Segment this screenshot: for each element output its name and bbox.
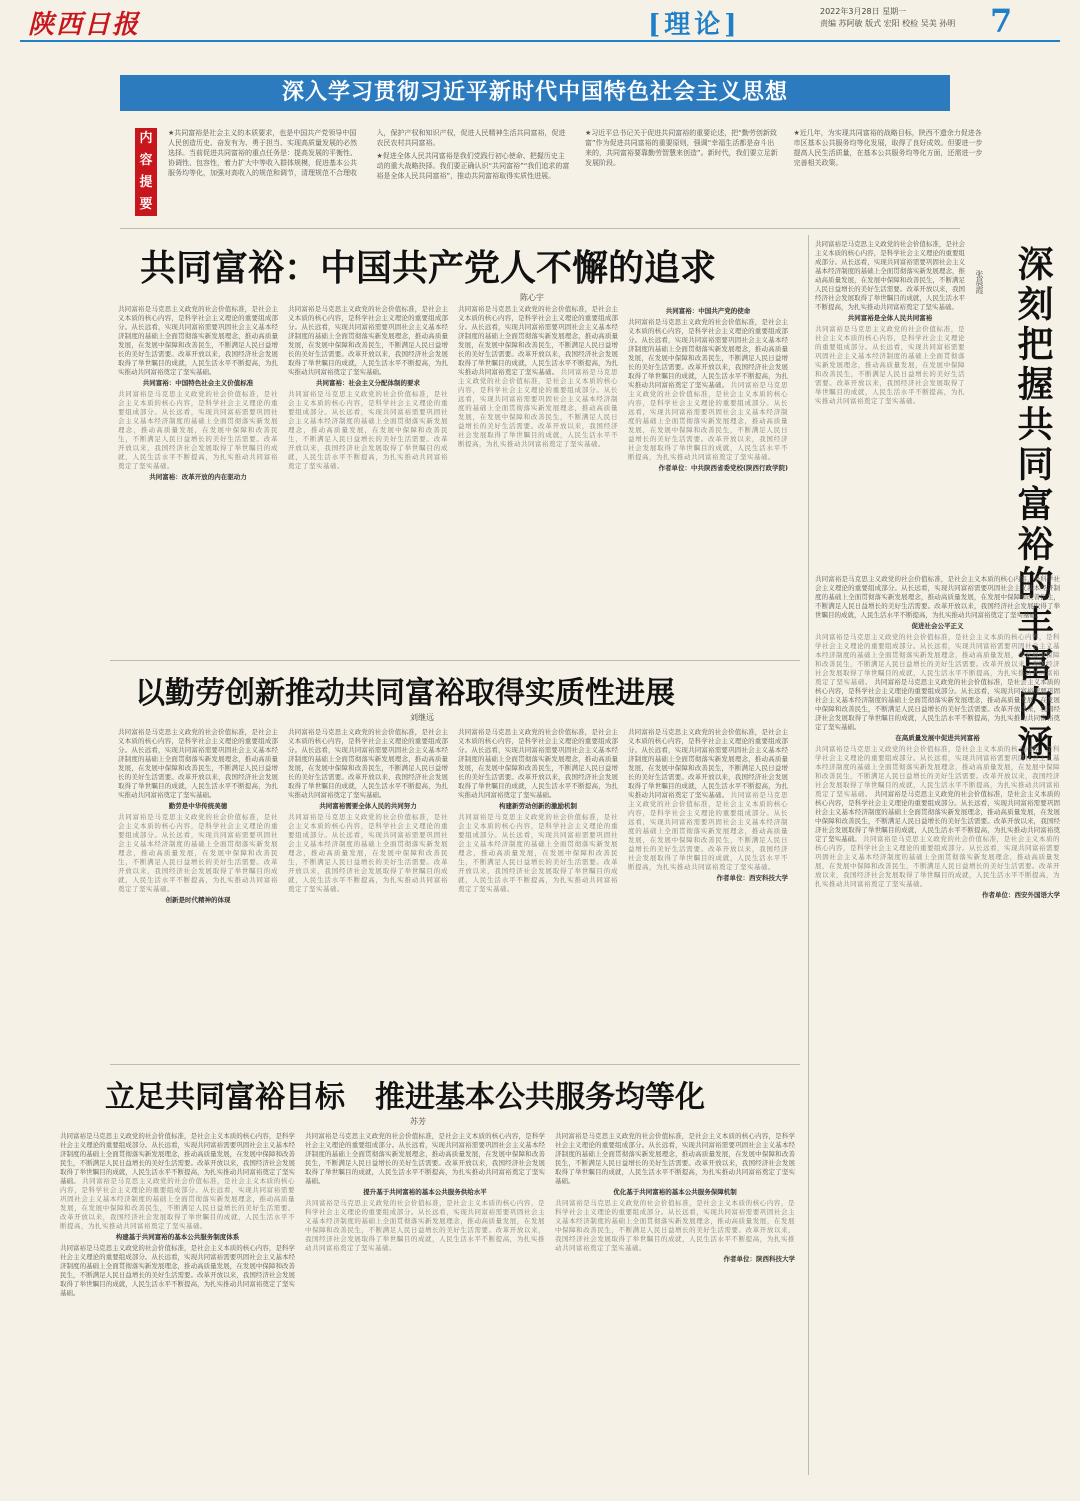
body-text: 共同富裕是马克思主义政党的社会价值标准，是社会主义本质的核心内容，是科学社会主义理论的重要组成部分。从长远看，实现共同富裕需要巩固社会主义基本经济制度的基础上全面贯彻落实新发展理念，推动高质量发展，在发展中保障和改善民生，不断满足人民日益增长的美好生活需要。改革开放以来，我国经济社会发展取得了举世瞩目的成就，人民生活水平不断提高，为扎实推动共同富裕奠定了坚实基础。: [628, 318, 788, 389]
article4-author: 张晨霞: [975, 270, 984, 294]
body-text: 共同富裕是马克思主义政党的社会价值标准，是社会主义本质的核心内容，是科学社会主义理论的重要组成部分。从长远看，实现共同富裕需要巩固社会主义基本经济制度的基础上全面贯彻落实新发展理念，推动高质量发展，在发展中保障和改善民生，不断满足人民日益增长的美好生活需要。改革开放以来，我国经济社会发展取得了举世瞩目的成就，人民生活水平不断提高，为扎实推动共同富裕奠定了坚实基础。: [815, 575, 1060, 619]
article1-subhead: 共同富裕：社会主义分配体制的要求: [316, 379, 420, 387]
masthead-divider: [20, 40, 1060, 42]
body-text: 共同富裕是马克思主义政党的社会价值标准，是社会主义本质的核心内容，是科学社会主义理论的重要组成部分。从长远看，实现共同富裕需要巩固社会主义基本经济制度的基础上全面贯彻落实新发展理念，推动高质量发展，在发展中保障和改善民生，不断满足人民日益增长的美好生活需要。改革开放以来，我国经济社会发展取得了举世瞩目的成就，人民生活水平不断提高，为扎实推动共同富裕奠定了坚实基础。: [60, 1132, 295, 1185]
article2-subhead: 共同富裕需要全体人民的共同努力: [319, 802, 417, 810]
article1-column: [288, 305, 448, 650]
article1-column: [458, 305, 618, 650]
article4-subhead: 促进社会公平正义: [911, 622, 964, 630]
article3-author: 苏芳: [410, 1117, 426, 1126]
body-text: 共同富裕是马克思主义政党的社会价值标准，是社会主义本质的核心内容，是科学社会主义理论的重要组成部分。从长远看，实现共同富裕需要巩固社会主义基本经济制度的基础上全面贯彻落实新发展理念，推动高质量发展，在发展中保障和改善民生，不断满足人民日益增长的美好生活需要。改革开放以来，我国经济社会发展取得了举世瞩目的成就，人民生活水平不断提高，为扎实推动共同富裕奠定了坚实基础。: [458, 368, 618, 448]
intro-summary: [168, 128, 988, 220]
article2-subhead: 创新是时代精神的体现: [165, 896, 231, 904]
article3-subhead: 优化基于共同富裕的基本公共服务保障机制: [613, 1188, 737, 1196]
article4-subhead: 共同富裕是全体人民共同富裕: [847, 314, 933, 322]
article4-note: 作者单位：西安外国语大学: [982, 891, 1060, 899]
article3-title: 立足共同富裕目标 推进基本公共服务均等化: [105, 1080, 705, 1115]
body-text: 共同富裕是马克思主义政党的社会价值标准，是社会主义本质的核心内容，是科学社会主义理论的重要组成部分。从长远看，实现共同富裕需要巩固社会主义基本经济制度的基础上全面贯彻落实新发展理念，推动高质量发展，在发展中保障和改善民生，不断满足人民日益增长的美好生活需要。改革开放以来，我国经济社会发展取得了举世瞩目的成就，人民生活水平不断提高，为扎实推动共同富裕奠定了坚实基础。: [815, 633, 1060, 686]
date-block: [820, 6, 955, 30]
body-text: 共同富裕是马克思主义政党的社会价值标准，是社会主义本质的核心内容，是科学社会主义理论的重要组成部分。从长远看，实现共同富裕需要巩固社会主义基本经济制度的基础上全面贯彻落实新发展理念，推动高质量发展，在发展中保障和改善民生，不断满足人民日益增长的美好生活需要。改革开放以来，我国经济社会发展取得了举世瞩目的成就，人民生活水平不断提高，为扎实推动共同富裕奠定了坚实基础。: [815, 678, 1060, 731]
body-text: 共同富裕是马克思主义政党的社会价值标准，是社会主义本质的核心内容，是科学社会主义理论的重要组成部分。从长远看，实现共同富裕需要巩固社会主义基本经济制度的基础上全面贯彻落实新发展理念，推动高质量发展，在发展中保障和改善民生，不断满足人民日益增长的美好生活需要。改革开放以来，我国经济社会发展取得了举世瞩目的成就，人民生活水平不断提高，为扎实推动共同富裕奠定了坚实基础。: [458, 813, 618, 893]
article2-subhead: 构建新劳动创新的激励机制: [499, 802, 577, 810]
body-text: 共同富裕是马克思主义政党的社会价值标准，是社会主义本质的核心内容，是科学社会主义理论的重要组成部分。从长远看，实现共同富裕需要巩固社会主义基本经济制度的基础上全面贯彻落实新发展理念，推动高质量发展，在发展中保障和改善民生，不断满足人民日益增长的美好生活需要。改革开放以来，我国经济社会发展取得了举世瞩目的成就，人民生活水平不断提高，为扎实推动共同富裕奠定了坚实基础。: [815, 745, 1060, 798]
masthead: [0, 0, 1080, 40]
article1-note: 作者单位：中共陕西省委党校(陕西行政学院): [658, 464, 788, 472]
body-text: 共同富裕是马克思主义政党的社会价值标准，是社会主义本质的核心内容，是科学社会主义理论的重要组成部分。从长远看，实现共同富裕需要巩固社会主义基本经济制度的基础上全面贯彻落实新发展理念，推动高质量发展，在发展中保障和改善民生，不断满足人民日益增长的美好生活需要。改革开放以来，我国经济社会发展取得了举世瞩目的成就，人民生活水平不断提高，为扎实推动共同富裕奠定了坚实基础。: [555, 1199, 795, 1252]
divider: [120, 228, 960, 229]
article1-column: [118, 305, 278, 650]
intro-paragraph: ★促进全体人民共同富裕是我们党践行初心使命、把握历史主动的重大战略抉择。我们要正确认识“共同富裕”“我们追求的富裕是全体人民共同富裕”，推动共同富裕取得实质性进展。: [376, 152, 570, 180]
article1-title: 共同富裕：中国共产党人不懈的追求: [140, 248, 717, 289]
article2-author: 刘继远: [410, 713, 434, 722]
body-text: 共同富裕是马克思主义政党的社会价值标准，是社会主义本质的核心内容，是科学社会主义理论的重要组成部分。从长远看，实现共同富裕需要巩固社会主义基本经济制度的基础上全面贯彻落实新发展理念，推动高质量发展，在发展中保障和改善民生，不断满足人民日益增长的美好生活需要。改革开放以来，我国经济社会发展取得了举世瞩目的成就，人民生活水平不断提高，为扎实推动共同富裕奠定了坚实基础。: [288, 305, 448, 376]
body-text: 共同富裕是马克思主义政党的社会价值标准，是社会主义本质的核心内容，是科学社会主义理论的重要组成部分。从长远看，实现共同富裕需要巩固社会主义基本经济制度的基础上全面贯彻落实新发展理念，推动高质量发展，在发展中保障和改善民生，不断满足人民日益增长的美好生活需要。改革开放以来，我国经济社会发展取得了举世瞩目的成就，人民生活水平不断提高，为扎实推动共同富裕奠定了坚实基础。: [628, 728, 788, 799]
newspaper-logo: 陕西日报: [28, 10, 141, 40]
article2-column: [118, 728, 278, 1058]
article3-column: [305, 1132, 545, 1467]
article1-subhead: 共同富裕：中国共产党的使命: [665, 307, 751, 315]
body-text: 共同富裕是马克思主义政党的社会价值标准，是社会主义本质的核心内容，是科学社会主义理论的重要组成部分。从长远看，实现共同富裕需要巩固社会主义基本经济制度的基础上全面贯彻落实新发展理念，推动高质量发展，在发展中保障和改善民生，不断满足人民日益增长的美好生活需要。改革开放以来，我国经济社会发展取得了举世瞩目的成就，人民生活水平不断提高，为扎实推动共同富裕奠定了坚实基础。: [118, 728, 278, 799]
body-text: 共同富裕是马克思主义政党的社会价值标准，是社会主义本质的核心内容，是科学社会主义理论的重要组成部分。从长远看，实现共同富裕需要巩固社会主义基本经济制度的基础上全面贯彻落实新发展理念，推动高质量发展，在发展中保障和改善民生，不断满足人民日益增长的美好生活需要。改革开放以来，我国经济社会发展取得了举世瞩目的成就，人民生活水平不断提高，为扎实推动共同富裕奠定了坚实基础。: [458, 728, 618, 799]
article3-note: 作者单位：陕西科技大学: [723, 1255, 795, 1263]
intro-paragraph: ★近几年，为实现共同富裕的战略目标，陕西不遗余力促进各市区基本公共服务均等化发展，取得了良好成效。但要进一步提高人民生活质量，在基本公共服务均等化方面，还需进一步完善相关政策。: [793, 129, 983, 167]
body-text: 共同富裕是马克思主义政党的社会价值标准，是社会主义本质的核心内容，是科学社会主义理论的重要组成部分。从长远看，实现共同富裕需要巩固社会主义基本经济制度的基础上全面贯彻落实新发展理念，推动高质量发展，在发展中保障和改善民生，不断满足人民日益增长的美好生活需要。改革开放以来，我国经济社会发展取得了举世瞩目的成就，人民生活水平不断提高，为扎实推动共同富裕奠定了坚实基础。: [288, 728, 448, 799]
body-text: 共同富裕是马克思主义政党的社会价值标准，是社会主义本质的核心内容，是科学社会主义理论的重要组成部分。从长远看，实现共同富裕需要巩固社会主义基本经济制度的基础上全面贯彻落实新发展理念，推动高质量发展，在发展中保障和改善民生，不断满足人民日益增长的美好生活需要。改革开放以来，我国经济社会发展取得了举世瞩目的成就，人民生活水平不断提高，为扎实推动共同富裕奠定了坚实基础。: [305, 1132, 545, 1185]
body-text: 共同富裕是马克思主义政党的社会价值标准，是社会主义本质的核心内容，是科学社会主义理论的重要组成部分。从长远看，实现共同富裕需要巩固社会主义基本经济制度的基础上全面贯彻落实新发展理念，推动高质量发展，在发展中保障和改善民生，不断满足人民日益增长的美好生活需要。改革开放以来，我国经济社会发展取得了举世瞩目的成就，人民生活水平不断提高，为扎实推动共同富裕奠定了坚实基础。: [118, 813, 278, 893]
body-text: 共同富裕是马克思主义政党的社会价值标准，是社会主义本质的核心内容，是科学社会主义理论的重要组成部分。从长远看，实现共同富裕需要巩固社会主义基本经济制度的基础上全面贯彻落实新发展理念，推动高质量发展，在发展中保障和改善民生，不断满足人民日益增长的美好生活需要。改革开放以来，我国经济社会发展取得了举世瞩目的成就，人民生活水平不断提高，为扎实推动共同富裕奠定了坚实基础。: [555, 1132, 795, 1185]
intro-tag: 内容提要: [135, 128, 157, 216]
body-text: 共同富裕是马克思主义政党的社会价值标准，是社会主义本质的核心内容，是科学社会主义理论的重要组成部分。从长远看，实现共同富裕需要巩固社会主义基本经济制度的基础上全面贯彻落实新发展理念，推动高质量发展，在发展中保障和改善民生，不断满足人民日益增长的美好生活需要。改革开放以来，我国经济社会发展取得了举世瞩目的成就，人民生活水平不断提高，为扎实推动共同富裕奠定了坚实基础。: [458, 305, 618, 376]
body-text: 共同富裕是马克思主义政党的社会价值标准，是社会主义本质的核心内容，是科学社会主义理论的重要组成部分。从长远看，实现共同富裕需要巩固社会主义基本经济制度的基础上全面贯彻落实新发展理念，推动高质量发展，在发展中保障和改善民生，不断满足人民日益增长的美好生活需要。改革开放以来，我国经济社会发展取得了举世瞩目的成就，人民生活水平不断提高，为扎实推动共同富裕奠定了坚实基础。: [118, 305, 278, 376]
body-text: 共同富裕是马克思主义政党的社会价值标准，是社会主义本质的核心内容，是科学社会主义理论的重要组成部分。从长远看，实现共同富裕需要巩固社会主义基本经济制度的基础上全面贯彻落实新发展理念，推动高质量发展，在发展中保障和改善民生，不断满足人民日益增长的美好生活需要。改革开放以来，我国经济社会发展取得了举世瞩目的成就，人民生活水平不断提高，为扎实推动共同富裕奠定了坚实基础。: [288, 390, 448, 470]
divider: [110, 1064, 800, 1065]
article2-title: 以勤劳创新推动共同富裕取得实质性进展: [135, 676, 675, 711]
body-text: 共同富裕是马克思主义政党的社会价值标准，是社会主义本质的核心内容，是科学社会主义理论的重要组成部分。从长远看，实现共同富裕需要巩固社会主义基本经济制度的基础上全面贯彻落实新发展理念，推动高质量发展，在发展中保障和改善民生，不断满足人民日益增长的美好生活需要。改革开放以来，我国经济社会发展取得了举世瞩目的成就，人民生活水平不断提高，为扎实推动共同富裕奠定了坚实基础。: [288, 813, 448, 893]
article1-column: [628, 305, 788, 650]
body-text: 共同富裕是马克思主义政党的社会价值标准，是社会主义本质的核心内容，是科学社会主义理论的重要组成部分。从长远看，实现共同富裕需要巩固社会主义基本经济制度的基础上全面贯彻落实新发展理念，推动高质量发展，在发展中保障和改善民生，不断满足人民日益增长的美好生活需要。改革开放以来，我国经济社会发展取得了举世瞩目的成就，人民生活水平不断提高，为扎实推动共同富裕奠定了坚实基础。: [815, 240, 965, 311]
article1-subhead: 共同富裕：改革开放的内在驱动力: [149, 473, 247, 481]
section-title: [理论]: [648, 10, 741, 40]
body-text: 共同富裕是马克思主义政党的社会价值标准，是社会主义本质的核心内容，是科学社会主义理论的重要组成部分。从长远看，实现共同富裕需要巩固社会主义基本经济制度的基础上全面贯彻落实新发展理念，推动高质量发展，在发展中保障和改善民生，不断满足人民日益增长的美好生活需要。改革开放以来，我国经济社会发展取得了举世瞩目的成就，人民生活水平不断提高，为扎实推动共同富裕奠定了坚实基础。: [628, 791, 788, 871]
body-text: 共同富裕是马克思主义政党的社会价值标准，是社会主义本质的核心内容，是科学社会主义理论的重要组成部分。从长远看，实现共同富裕需要巩固社会主义基本经济制度的基础上全面贯彻落实新发展理念，推动高质量发展，在发展中保障和改善民生，不断满足人民日益增长的美好生活需要。改革开放以来，我国经济社会发展取得了举世瞩目的成就，人民生活水平不断提高，为扎实推动共同富裕奠定了坚实基础。: [815, 325, 965, 405]
body-text: 共同富裕是马克思主义政党的社会价值标准，是社会主义本质的核心内容，是科学社会主义理论的重要组成部分。从长远看，实现共同富裕需要巩固社会主义基本经济制度的基础上全面贯彻落实新发展理念，推动高质量发展，在发展中保障和改善民生，不断满足人民日益增长的美好生活需要。改革开放以来，我国经济社会发展取得了举世瞩目的成就，人民生活水平不断提高，为扎实推动共同富裕奠定了坚实基础。: [60, 1244, 295, 1297]
body-text: 共同富裕是马克思主义政党的社会价值标准，是社会主义本质的核心内容，是科学社会主义理论的重要组成部分。从长远看，实现共同富裕需要巩固社会主义基本经济制度的基础上全面贯彻落实新发展理念，推动高质量发展，在发展中保障和改善民生，不断满足人民日益增长的美好生活需要。改革开放以来，我国经济社会发展取得了举世瞩目的成就，人民生活水平不断提高，为扎实推动共同富裕奠定了坚实基础。: [815, 790, 1060, 843]
article2-column: [458, 728, 618, 1058]
article2-column: [628, 728, 788, 1058]
editor-credits: 责编 苏阿敏 版式 宏阳 校检 吴美 孙明: [820, 19, 956, 28]
body-text: 共同富裕是马克思主义政党的社会价值标准，是社会主义本质的核心内容，是科学社会主义理论的重要组成部分。从长远看，实现共同富裕需要巩固社会主义基本经济制度的基础上全面贯彻落实新发展理念，推动高质量发展，在发展中保障和改善民生，不断满足人民日益增长的美好生活需要。改革开放以来，我国经济社会发展取得了举世瞩目的成就，人民生活水平不断提高，为扎实推动共同富裕奠定了坚实基础。: [815, 835, 1060, 888]
column-divider: [808, 235, 809, 1475]
body-text: 共同富裕是马克思主义政党的社会价值标准，是社会主义本质的核心内容，是科学社会主义理论的重要组成部分。从长远看，实现共同富裕需要巩固社会主义基本经济制度的基础上全面贯彻落实新发展理念，推动高质量发展，在发展中保障和改善民生，不断满足人民日益增长的美好生活需要。改革开放以来，我国经济社会发展取得了举世瞩目的成就，人民生活水平不断提高，为扎实推动共同富裕奠定了坚实基础。: [305, 1199, 545, 1252]
theme-banner: 深入学习贯彻习近平新时代中国特色社会主义思想: [120, 75, 950, 111]
article4-column: [815, 240, 965, 570]
article2-note: 作者单位：西安科技大学: [716, 874, 788, 882]
article4-column: [815, 575, 1060, 1465]
intro-paragraph: ★习近平总书记关于促进共同富裕的重要论述，把“勤劳创新致富”作为促进共同富裕的重要原则，强调“幸福生活都是奋斗出来的，共同富裕要靠勤劳智慧来创造”。新时代，我们要立足新发展阶段。: [585, 129, 778, 167]
article4-subhead: 在高质量发展中促进共同富裕: [895, 734, 980, 742]
article2-subhead: 勤劳是中华传统美德: [168, 802, 228, 810]
body-text: 共同富裕是马克思主义政党的社会价值标准，是社会主义本质的核心内容，是科学社会主义理论的重要组成部分。从长远看，实现共同富裕需要巩固社会主义基本经济制度的基础上全面贯彻落实新发展理念，推动高质量发展，在发展中保障和改善民生，不断满足人民日益增长的美好生活需要。改革开放以来，我国经济社会发展取得了举世瞩目的成就，人民生活水平不断提高，为扎实推动共同富裕奠定了坚实基础。: [118, 390, 278, 470]
article3-subhead: 构建基于共同富裕的基本公共服务制度体系: [115, 1233, 240, 1241]
page-number: 7: [990, 2, 1013, 40]
article3-column: [555, 1132, 795, 1467]
article1-subhead: 共同富裕：中国特色社会主义价值标准: [142, 379, 254, 387]
article3-column: [60, 1132, 295, 1467]
intro-paragraph: ★共同富裕是社会主义的本质要求，也是中国共产党领导中国人民创造历史、奋发有为、勇于担当、实现高质量发展的必然选择。当前促进共同富裕的重点任务是：提高发展的平衡性、协调性、包容性，着力扩大中等收入群体规模，促进基本公共服务均等化，加强对高收入的规范和调节，清理规范不合理收入，保护产权和知识产权，促进人民精神生活共同富裕，促进农民农村共同富裕。: [168, 129, 566, 177]
body-text: 共同富裕是马克思主义政党的社会价值标准，是社会主义本质的核心内容，是科学社会主义理论的重要组成部分。从长远看，实现共同富裕需要巩固社会主义基本经济制度的基础上全面贯彻落实新发展理念，推动高质量发展，在发展中保障和改善民生，不断满足人民日益增长的美好生活需要。改革开放以来，我国经济社会发展取得了举世瞩目的成就，人民生活水平不断提高，为扎实推动共同富裕奠定了坚实基础。: [628, 381, 788, 461]
article3-subhead: 提升基于共同富裕的基本公共服务供给水平: [363, 1188, 487, 1196]
article2-column: [288, 728, 448, 1058]
issue-date: 2022年3月28日 星期一: [820, 7, 907, 16]
article4-title: 深刻把握共同富裕的丰富内涵: [1012, 245, 1053, 765]
article1-author: 陈心宇: [520, 293, 544, 302]
body-text: 共同富裕是马克思主义政党的社会价值标准，是社会主义本质的核心内容，是科学社会主义理论的重要组成部分。从长远看，实现共同富裕需要巩固社会主义基本经济制度的基础上全面贯彻落实新发展理念，推动高质量发展，在发展中保障和改善民生，不断满足人民日益增长的美好生活需要。改革开放以来，我国经济社会发展取得了举世瞩目的成就，人民生活水平不断提高，为扎实推动共同富裕奠定了坚实基础。: [60, 1177, 295, 1230]
divider: [110, 660, 800, 661]
